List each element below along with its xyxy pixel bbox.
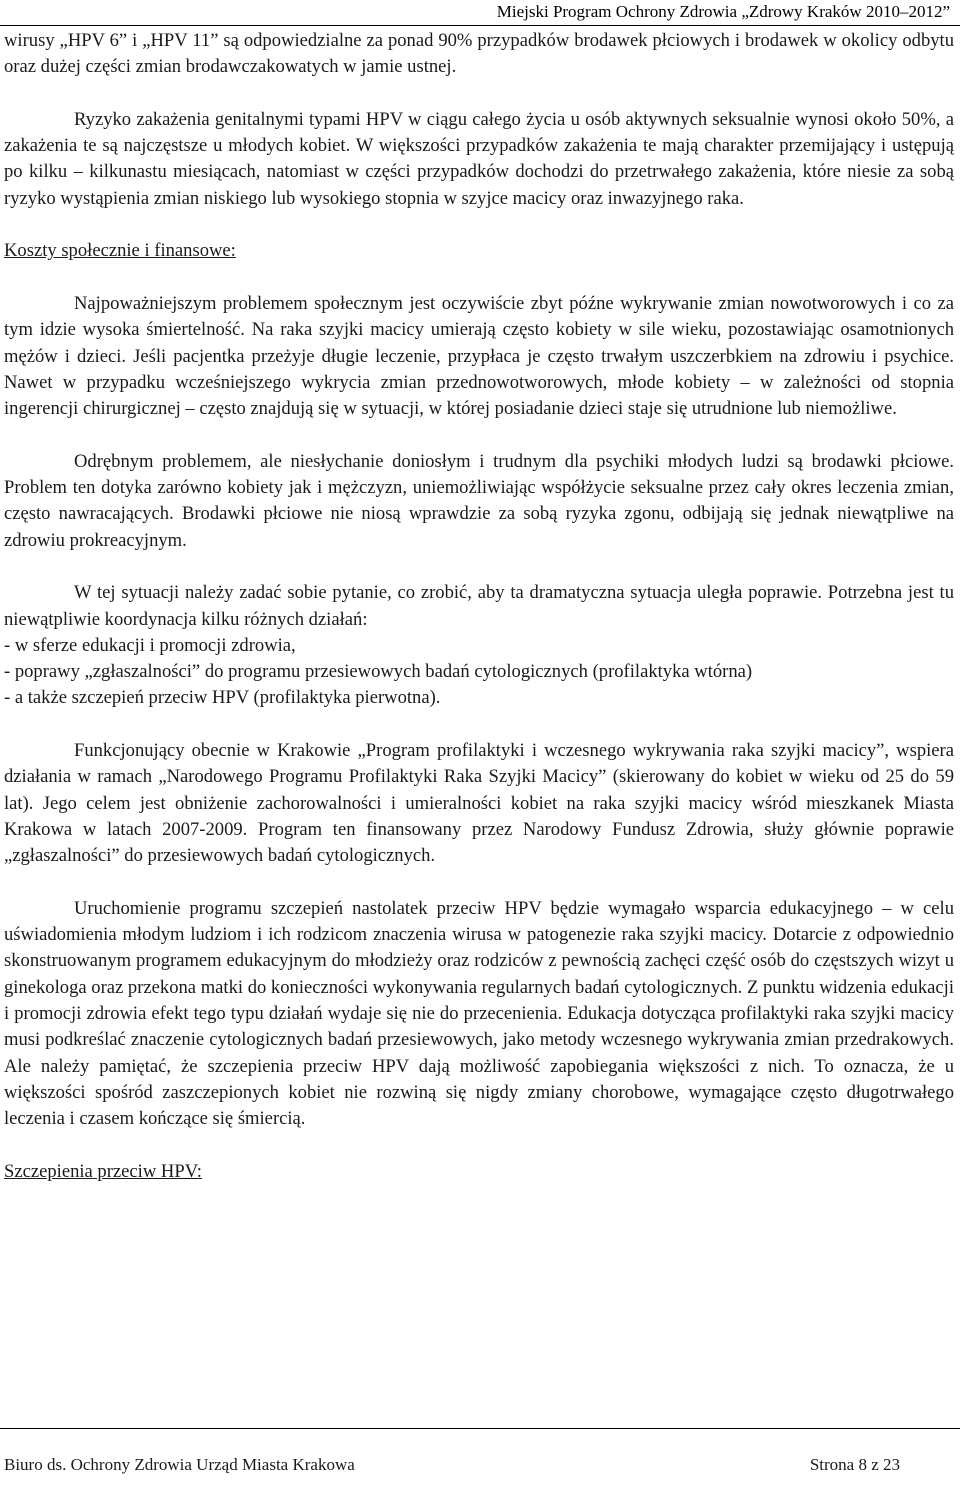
list-item: - w sferze edukacji i promocji zdrowia, xyxy=(4,634,296,656)
paragraph-vaccination-education: Uruchomienie programu szczepień nastolatek przeciw HPV będzie wymagało wsparcia edukacyjnego – w celu uświadomienia młodym ludziom i ich rodzicom znaczenia wirusa w patogenezie raka szyjki macicy. Dotarcie z odpowiednio skonstruowanym programem edukacyjnym do młodzieży oraz rodziców z pewnością zachęci część osób do częstszych wizyt u ginekologa oraz przekona matki do konieczności wykonywania regularnych badań cytologicznych. Z punktu widzenia edukacji i promocji zdrowia efekt tego typu działań wydaje się nie do przecenienia. Edukacja dotycząca profilaktyki raka szyjki macicy musi podkreślać znaczenie cytologicznych badań przesiewowych, jako metody wczesnego wykrywania zmian przedrakowych. Ale należy pamiętać, że szczepienia przeciw HPV dają możliwość zapobiegania większości z nich. To oznacza, że u większości spośród zaszczepionych kobiet nie rozwiną się nigdy zmiany chorobowe, wymagające często długotrwałego leczenia i czasem kończące się śmiercią. xyxy=(4,897,955,1130)
section-heading-costs: Koszty społecznie i finansowe: xyxy=(4,240,236,262)
paragraph-krakow-program: Funkcjonujący obecnie w Krakowie „Program profilaktyki i wczesnego wykrywania raka szyjki macicy”, wspiera działania w ramach „Narodowego Programu Profilaktyki Raka Szyjki Macicy” (skierowany do kobiet w wieku od 25 do 59 lat). Jego celem jest obniżenie zachorowalności i umieralności kobiet na raka szyjki macicy wśród mieszkanek Miasta Krakowa w latach 2007-2009. Program ten finansowany przez Narodowy Fundusz Zdrowia, służy głównie poprawie „zgłaszalności” do przesiewowych badań cytologicznych. xyxy=(4,740,954,867)
paragraph-hpv-warts: wirusy „HPV 6” i „HPV 11” są odpowiedzialne za ponad 90% przypadków brodawek płciowych i brodawek w okolicy odbytu oraz dużej części zmian brodawczakowatych w jamie ustnej. xyxy=(4,30,954,78)
paragraph-social-problem: Najpoważniejszym problemem społecznym jest oczywiście zbyt późne wykrywanie zmian nowotworowych i co za tym idzie wysoka śmiertelność. Na raka szyjki macicy umierają często kobiety w sile wieku, pozostawiając osamotnionych mężów i dzieci. Jeśli pacjentka przeżyje długie leczenie, przypłaca je często trwałym uszczerbkiem na zdrowiu i psychice. Nawet w przypadku wcześniejszego wykrycia zmian przednowotworowych, młode kobiety – w zależności od stopnia ingerencji chirurgicznej – często znajdują się w sytuacji, w której posiadanie dzieci staje się utrudnione lub niemożliwe. xyxy=(4,292,954,420)
section-heading-vaccines: Szczepienia przeciw HPV: xyxy=(4,1160,202,1182)
paragraph-coordination: W tej sytuacji należy zadać sobie pytanie, co zrobić, aby ta dramatyczna sytuacja uległa poprawie. Potrzebna jest tu niewątpliwie koordynacja kilku różnych działań: xyxy=(4,582,954,630)
running-title: Miejski Program Ochrony Zdrowia „Zdrowy Kraków 2010–2012” xyxy=(496,2,950,21)
list-item: - a także szczepień przeciw HPV (profilaktyka pierwotna). xyxy=(4,687,441,709)
page-header xyxy=(0,0,960,26)
document-body xyxy=(4,28,954,1185)
page-number: Strona 8 z 23 xyxy=(809,1455,900,1474)
footer-office: Biuro ds. Ochrony Zdrowia Urząd Miasta Krakowa xyxy=(4,1455,355,1474)
footer-divider xyxy=(0,1428,960,1429)
paragraph-genital-warts: Odrębnym problemem, ale niesłychanie doniosłym i trudnym dla psychiki młodych ludzi są brodawki płciowe. Problem ten dotyka zarówno kobiety jak i mężczyzn, uniemożliwiając współżycie seksualne przez cały okres leczenia zmian, często nawracających. Brodawki płciowe nie niosą wprawdzie za sobą ryzyka zgonu, odbijają się jednak niewątpliwe na zdrowiu prokreacyjnym. xyxy=(4,450,954,551)
paragraph-infection-risk: Ryzyko zakażenia genitalnymi typami HPV w ciągu całego życia u osób aktywnych seksualnie wynosi około 50%, a zakażenia te są najczęstsze u młodych kobiet. W większości przypadków zakażenia te mają charakter przemijający i ustępują po kilku – kilkunastu miesiącach, natomiast w części przypadków dochodzi do przetrwałego zakażenia, które niesie za sobą ryzyko wystąpienia zmian niskiego lub wysokiego stopnia w szyjce macicy oraz inwazyjnego raka. xyxy=(4,108,954,209)
list-item: - poprawy „zgłaszalności” do programu przesiewowych badań cytologicznych (profilaktyka wtórna) xyxy=(4,661,753,683)
